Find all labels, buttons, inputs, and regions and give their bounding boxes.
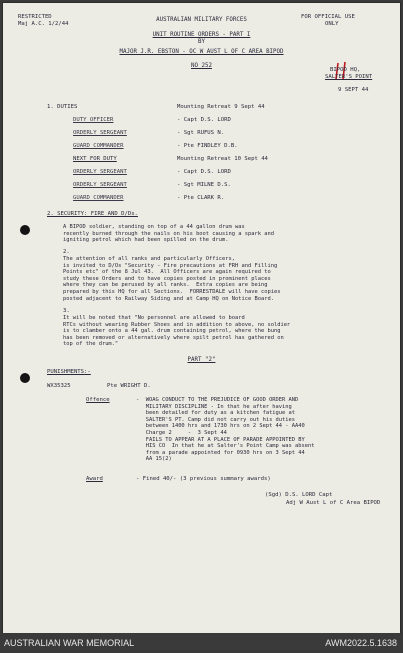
orders-title: UNIT ROUTINE ORDERS - PART I (152, 32, 251, 38)
security-paragraph-1: A BIPOD soldier, standing on top of a 44 gallon drum was recently burned through the nails on his boot causing a spark and igniting petrol which had been spilled on the drum. (63, 224, 274, 244)
duty-role: ORDERLY SERGEANT (73, 130, 127, 136)
soldier-number: WX35325 (47, 383, 71, 389)
document-title: AUSTRALIAN MILITARY FORCES (156, 17, 247, 23)
offence-text: - WOAG CONDUCT TO THE PREJUDICE OF GOOD ORDER AND MILITARY DISCIPLINE - In that he after having been detailed for duty as a kitchen fatigue at SALTER'S PT. Camp did not carry out his duties between 1400 hrs and 1730 hrs on 2 Sept 44 - AA40 Charge 2 - 3 Sept 44 FAILS TO APPEAR AT A PLACE OF PARADE APPOINTED BY HIS CO In that he at Salter's Point Camp was absent from a parade appointed for 0930 hrs on 3 Sept 44 AA 15(2) (136, 397, 315, 463)
archive-footer (0, 633, 403, 653)
duty-role: ORDERLY SERGEANT (73, 169, 127, 175)
duty-name: - Sgt RUFUS N. (177, 130, 225, 136)
duty-role: ORDERLY SERGEANT (73, 182, 127, 188)
orders-by: BY (198, 39, 205, 45)
restricted-stamp-line2: Maj A.C. 1/2/44 (18, 21, 69, 27)
official-use-stamp-line2: ONLY (325, 21, 339, 27)
punishments-heading: PUNISHMENTS:- (47, 369, 91, 375)
punch-hole (20, 225, 30, 235)
paragraph-number: 2. (63, 249, 70, 255)
part-2-heading: PART "2" (187, 357, 216, 363)
duty-name: - Pte CLARK R. (177, 195, 225, 201)
official-use-stamp: FOR OFFICIAL USE (301, 14, 355, 20)
signature-line: (Sgd) D.S. LORD Capt (265, 492, 333, 498)
award-label: Award (86, 476, 103, 482)
location-line1: BIPOD HQ, (330, 67, 361, 73)
signature-title: Adj W Aust L of C Area BIPOD (286, 500, 381, 506)
duty-name: - Capt D.S. LORD (177, 169, 231, 175)
mounting-next: Mounting Retreat 10 Sept 44 (177, 156, 268, 162)
security-paragraph-2: The attention of all ranks and particularly Officers, is invited to D/Os "Security - Fire precautions at FRH and Filling Points etc" of the 8 Jul 43. All Officers are again required to study these Orders and to have copies posted in prominent places where they can be perused by all ranks. Extra copies are being prepared by this HQ for all Sections. FORRESTDALE will have copies posted adjacent to Railway Siding and at Camp HQ on Notice Board. (63, 256, 281, 302)
paragraph-number: 3. (63, 308, 70, 314)
restricted-stamp: RESTRICTED (18, 14, 52, 20)
security-paragraph-3: It will be noted that "No personnel are allowed to board RTCs without wearing Rubber Shoes and in addition to above, no soldier is to clamber onto a 44 gal. drum containing petrol, where the bung has been removed or alternatively where spilt petrol has gathered on top of the drum." (63, 315, 291, 348)
duty-role: GUARD COMMANDER (73, 143, 124, 149)
duty-role: GUARD COMMANDER (73, 195, 124, 201)
document-page (3, 3, 400, 633)
footer-accession: AWM2022.5.1638 (325, 638, 397, 648)
duty-name: - Capt D.S. LORD (177, 117, 231, 123)
soldier-name: Pte WRIGHT D. (107, 383, 151, 389)
next-duty-heading: NEXT FOR DUTY (73, 156, 117, 162)
offence-label: Offence (86, 397, 110, 403)
location-line2: SALTER'S POINT (325, 74, 373, 80)
duty-role: DUTY OFFICER (73, 117, 114, 123)
punch-hole (20, 373, 30, 383)
order-date: 9 SEPT 44 (338, 87, 369, 93)
security-heading: 2. SECURITY: FIRE AND D/Ds. (47, 211, 138, 217)
duties-heading: 1. DUTIES (47, 104, 78, 110)
duty-name: - Pte FINDLEY D.B. (177, 143, 238, 149)
footer-source: AUSTRALIAN WAR MEMORIAL (4, 638, 135, 648)
mounting-current: Mounting Retreat 9 Sept 44 (177, 104, 265, 110)
order-number: NO 252 (191, 63, 212, 69)
duty-name: - Sgt MILNE D.S. (177, 182, 231, 188)
award-text: - Fined 40/- (3 previous summary awards) (136, 476, 271, 482)
officer-line: MAJOR J.R. EBSTON - OC W AUST L OF C AREA BIPOD (119, 49, 284, 55)
